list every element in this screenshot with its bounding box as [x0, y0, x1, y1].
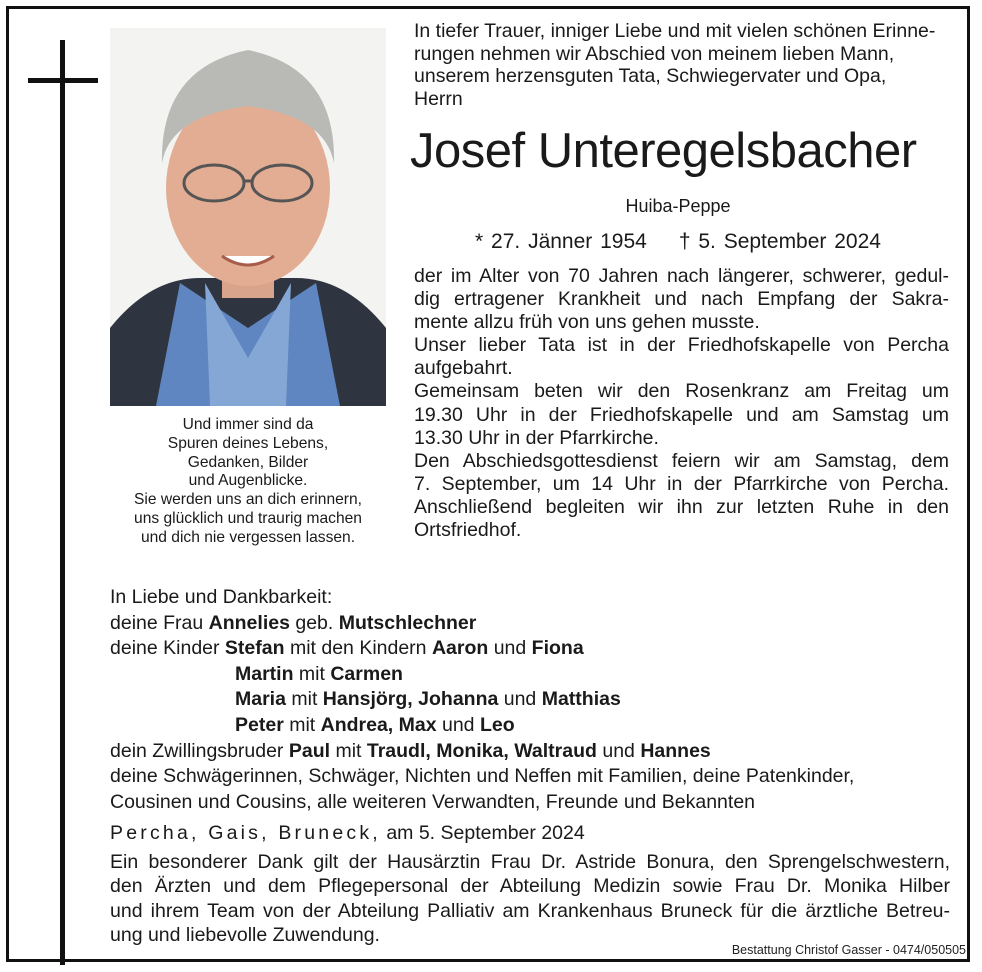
notice-date: am 5. September 2024 — [380, 822, 585, 844]
thanks-line: den Ärzten und dem Pflegepersonal der Abteilung Medizin sowie Frau Dr. Monika Hilber — [110, 875, 950, 898]
body-line: Unser lieber Tata ist in der Friedhofskapelle von Percha — [414, 334, 949, 357]
poem-line: uns glücklich und traurig machen — [134, 509, 362, 527]
body-line: 19.30 Uhr in der Friedhofskapelle und am Samstag um — [414, 403, 949, 426]
memorial-poem — [110, 416, 386, 548]
intro-text — [414, 20, 949, 110]
poem-line: Sie werden uns an dich erinnern, — [134, 491, 362, 509]
mourner-line-twin: dein Zwillingsbruder Paul mit Traudl, Monika, Waltraud und Hannes — [110, 739, 711, 762]
intro-line: unserem herzensguten Tata, Schwiegervater und Opa, — [414, 65, 887, 87]
mourner-line-kids: Maria mit Hansjörg, Johanna und Matthias — [235, 688, 621, 711]
body-line: mente allzu früh von uns gehen musste. — [414, 311, 760, 334]
death-date: † 5. September 2024 — [678, 230, 881, 253]
mourner-line-kids: Peter mit Andrea, Max und Leo — [235, 713, 515, 736]
thanks-line: und ihrem Team von der Abteilung Palliativ am Krankenhaus Bruneck für die ärztliche Betreu- — [110, 899, 950, 922]
mourners-list — [110, 585, 950, 815]
thanks-text — [110, 850, 950, 948]
intro-line: In tiefer Trauer, inniger Liebe und mit vielen schönen Erinne- — [414, 20, 936, 42]
mourner-line-relatives: Cousinen und Cousins, alle weiteren Verwandten, Freunde und Bekannten — [110, 790, 756, 813]
nickname: Huiba-Peppe — [625, 196, 731, 216]
poem-line: und Augenblicke. — [188, 472, 308, 490]
poem-line: und dich nie vergessen lassen. — [140, 528, 356, 546]
announcement-text — [414, 265, 949, 542]
deceased-name: Josef Unteregelsbacher — [410, 124, 917, 178]
cross-icon-bar — [28, 78, 98, 83]
thanks-line: ung und liebevolle Zuwendung. — [110, 924, 380, 947]
places: Percha, Gais, Bruneck, — [110, 822, 381, 844]
mourner-line-kids: deine Kinder Stefan mit den Kindern Aaron und Fiona — [110, 637, 584, 660]
poem-line: Gedanken, Bilder — [187, 453, 309, 471]
body-line: dig ertragener Krankheit und nach Empfang der Sakra- — [414, 288, 949, 311]
birth-date: * 27. Jänner 1954 — [475, 230, 647, 253]
mourners-heading: In Liebe und Dankbarkeit: — [110, 586, 333, 608]
place-and-date — [110, 820, 585, 846]
body-line: Anschließend begleiten wir ihn zur letzten Ruhe in den — [414, 495, 949, 518]
mourner-line-wife: deine Frau Annelies geb. Mutschlechner — [110, 611, 477, 634]
body-line: 13.30 Uhr in der Pfarrkirche. — [414, 426, 659, 449]
mourner-line-kids: Martin mit Carmen — [235, 662, 403, 685]
portrait-photo — [110, 28, 386, 406]
body-line: der im Alter von 70 Jahren nach längerer, schwerer, gedul- — [414, 265, 949, 287]
cross-icon — [60, 40, 65, 965]
poem-line: Und immer sind da — [182, 416, 314, 433]
intro-line: rungen nehmen wir Abschied von meinem lieben Mann, — [414, 42, 895, 65]
body-line: 7. September, um 14 Uhr in der Pfarrkirche von Percha. — [414, 472, 949, 495]
body-line: aufgebahrt. — [414, 357, 513, 380]
mourner-line-relatives: deine Schwägerinnen, Schwäger, Nichten und Neffen mit Familien, deine Patenkinder, — [110, 765, 855, 788]
poem-line: Spuren deines Lebens, — [167, 434, 329, 452]
funeral-home-credit: Bestattung Christof Gasser - 0474/050505 — [731, 943, 966, 957]
body-line: Gemeinsam beten wir den Rosenkranz am Freitag um — [414, 380, 949, 403]
intro-line: Herrn — [414, 87, 463, 110]
body-line: Den Abschiedsgottesdienst feiern wir am Samstag, dem — [414, 449, 949, 472]
life-dates — [414, 228, 942, 256]
body-line: Ortsfriedhof. — [414, 519, 522, 542]
thanks-line: Ein besonderer Dank gilt der Hausärztin Frau Dr. Astride Bonura, den Sprengelschwestern, — [110, 851, 950, 873]
